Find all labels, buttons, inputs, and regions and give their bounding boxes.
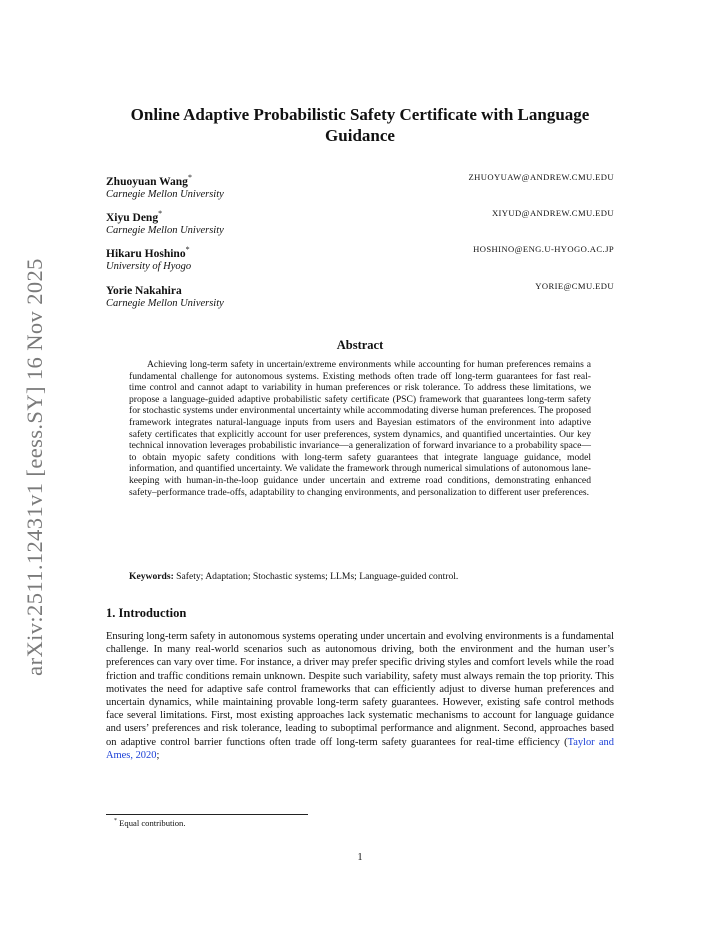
author-affiliation: Carnegie Mellon University: [106, 297, 224, 309]
keywords: [129, 571, 591, 583]
author-affiliation: Carnegie Mellon University: [106, 188, 224, 200]
author-block: [106, 280, 614, 310]
footnote-rule: [106, 814, 308, 815]
arxiv-identifier-text: arXiv:2511.12431v1 [eess.SY] 16 Nov 2025: [22, 258, 47, 676]
author-email: YORIE@CMU.EDU: [535, 281, 614, 291]
author-block: [106, 207, 614, 237]
author-mark: *: [187, 173, 192, 182]
keywords-text: Safety; Adaptation; Stochastic systems; LLMs; Language-guided control.: [176, 571, 459, 582]
author-mark: *: [158, 209, 163, 218]
author-affiliation: University of Hyogo: [106, 260, 192, 272]
footnote-mark: *: [114, 818, 117, 825]
author-name: Hikaru Hoshino*: [106, 245, 190, 260]
section-heading-introduction: 1. Introduction: [106, 606, 187, 620]
author-name: Xiyu Deng*: [106, 209, 163, 224]
footnote-text: Equal contribution.: [119, 818, 186, 828]
introduction-text: Ensuring long-term safety in autonomous systems operating under uncertain and evolving environments is a fundamental challenge. In many real-world scenarios such as autonomous driving, both the environment and the human user’s preferences can vary over time. For instance, a driver may prefer specific driving styles and comfort levels while the road friction and traffic conditions remain unknown. Despite such variability, safety must always remain the top priority. This motivates the need for adaptive safe control frameworks that can efficiently adjust to diverse human preferences and uncertain dynamics, while maintaining provable long-term safety guarantees. However, existing safe control methods face several limitations. First, most existing approaches lack systematic mechanisms to account for language guidance and users’ preferences and risk tolerance, leading to suboptimal performance and alignment. Second, approaches based on adaptive control barrier functions often trade off long-term safety guarantees for real-time efficiency (Taylor and Ames, 2020;: [106, 631, 614, 761]
footnote: [114, 818, 186, 828]
author-email: ZHUOYUAW@ANDREW.CMU.EDU: [468, 172, 614, 182]
arxiv-identifier: [22, 244, 48, 690]
author-name: Yorie Nakahira: [106, 284, 182, 297]
keywords-label: Keywords:: [129, 571, 174, 582]
author-name: Zhuoyuan Wang*: [106, 173, 192, 188]
author-email: XIYUD@ANDREW.CMU.EDU: [491, 208, 614, 218]
author-block: [106, 243, 614, 273]
author-mark: *: [185, 245, 190, 254]
author-email: HOSHINO@ENG.U-HYOGO.AC.JP: [473, 244, 614, 254]
abstract-text: Achieving long-term safety in uncertain/extreme environments while accounting for human preferences remains a fundamental challenge for autonomous systems. Existing methods often trade off long-term guarantees for fast real-time control and cannot adapt to variability in human preferences or risk tolerance. To address these limitations, we propose a language-guided adaptive probabilistic safety certificate (PSC) framework that guarantees long-term safety for stochastic systems under environmental uncertainty while accommodating diverse human preferences. The proposed framework integrates natural-language inputs from users and Bayesian estimators of the environment into adaptive safety certificates that explicitly account for user preferences, system dynamics, and quantified uncertainties. Our key technical innovation leverages probabilistic invariance—a generalization of forward invariance to a probability space—to obtain myopic safety conditions with long-term safety guarantees that integrate language guidance, model information, and quantified uncertainty. We validate the framework through numerical simulations of autonomous lane-keeping with human-in-the-loop guidance under uncertain and extreme road conditions, demonstrating enhanced safety–performance trade-offs, adaptability to changing environments, and personalization to different user preferences.: [129, 359, 591, 498]
abstract-heading: Abstract: [336, 338, 384, 352]
citation-link[interactable]: Taylor and Ames, 2020: [106, 736, 614, 761]
page-number: 1: [357, 852, 363, 863]
author-affiliation: Carnegie Mellon University: [106, 224, 224, 236]
author-block: [106, 171, 614, 201]
paper-title: Online Adaptive Probabilistic Safety Certificate with Language Guidance: [130, 105, 590, 145]
